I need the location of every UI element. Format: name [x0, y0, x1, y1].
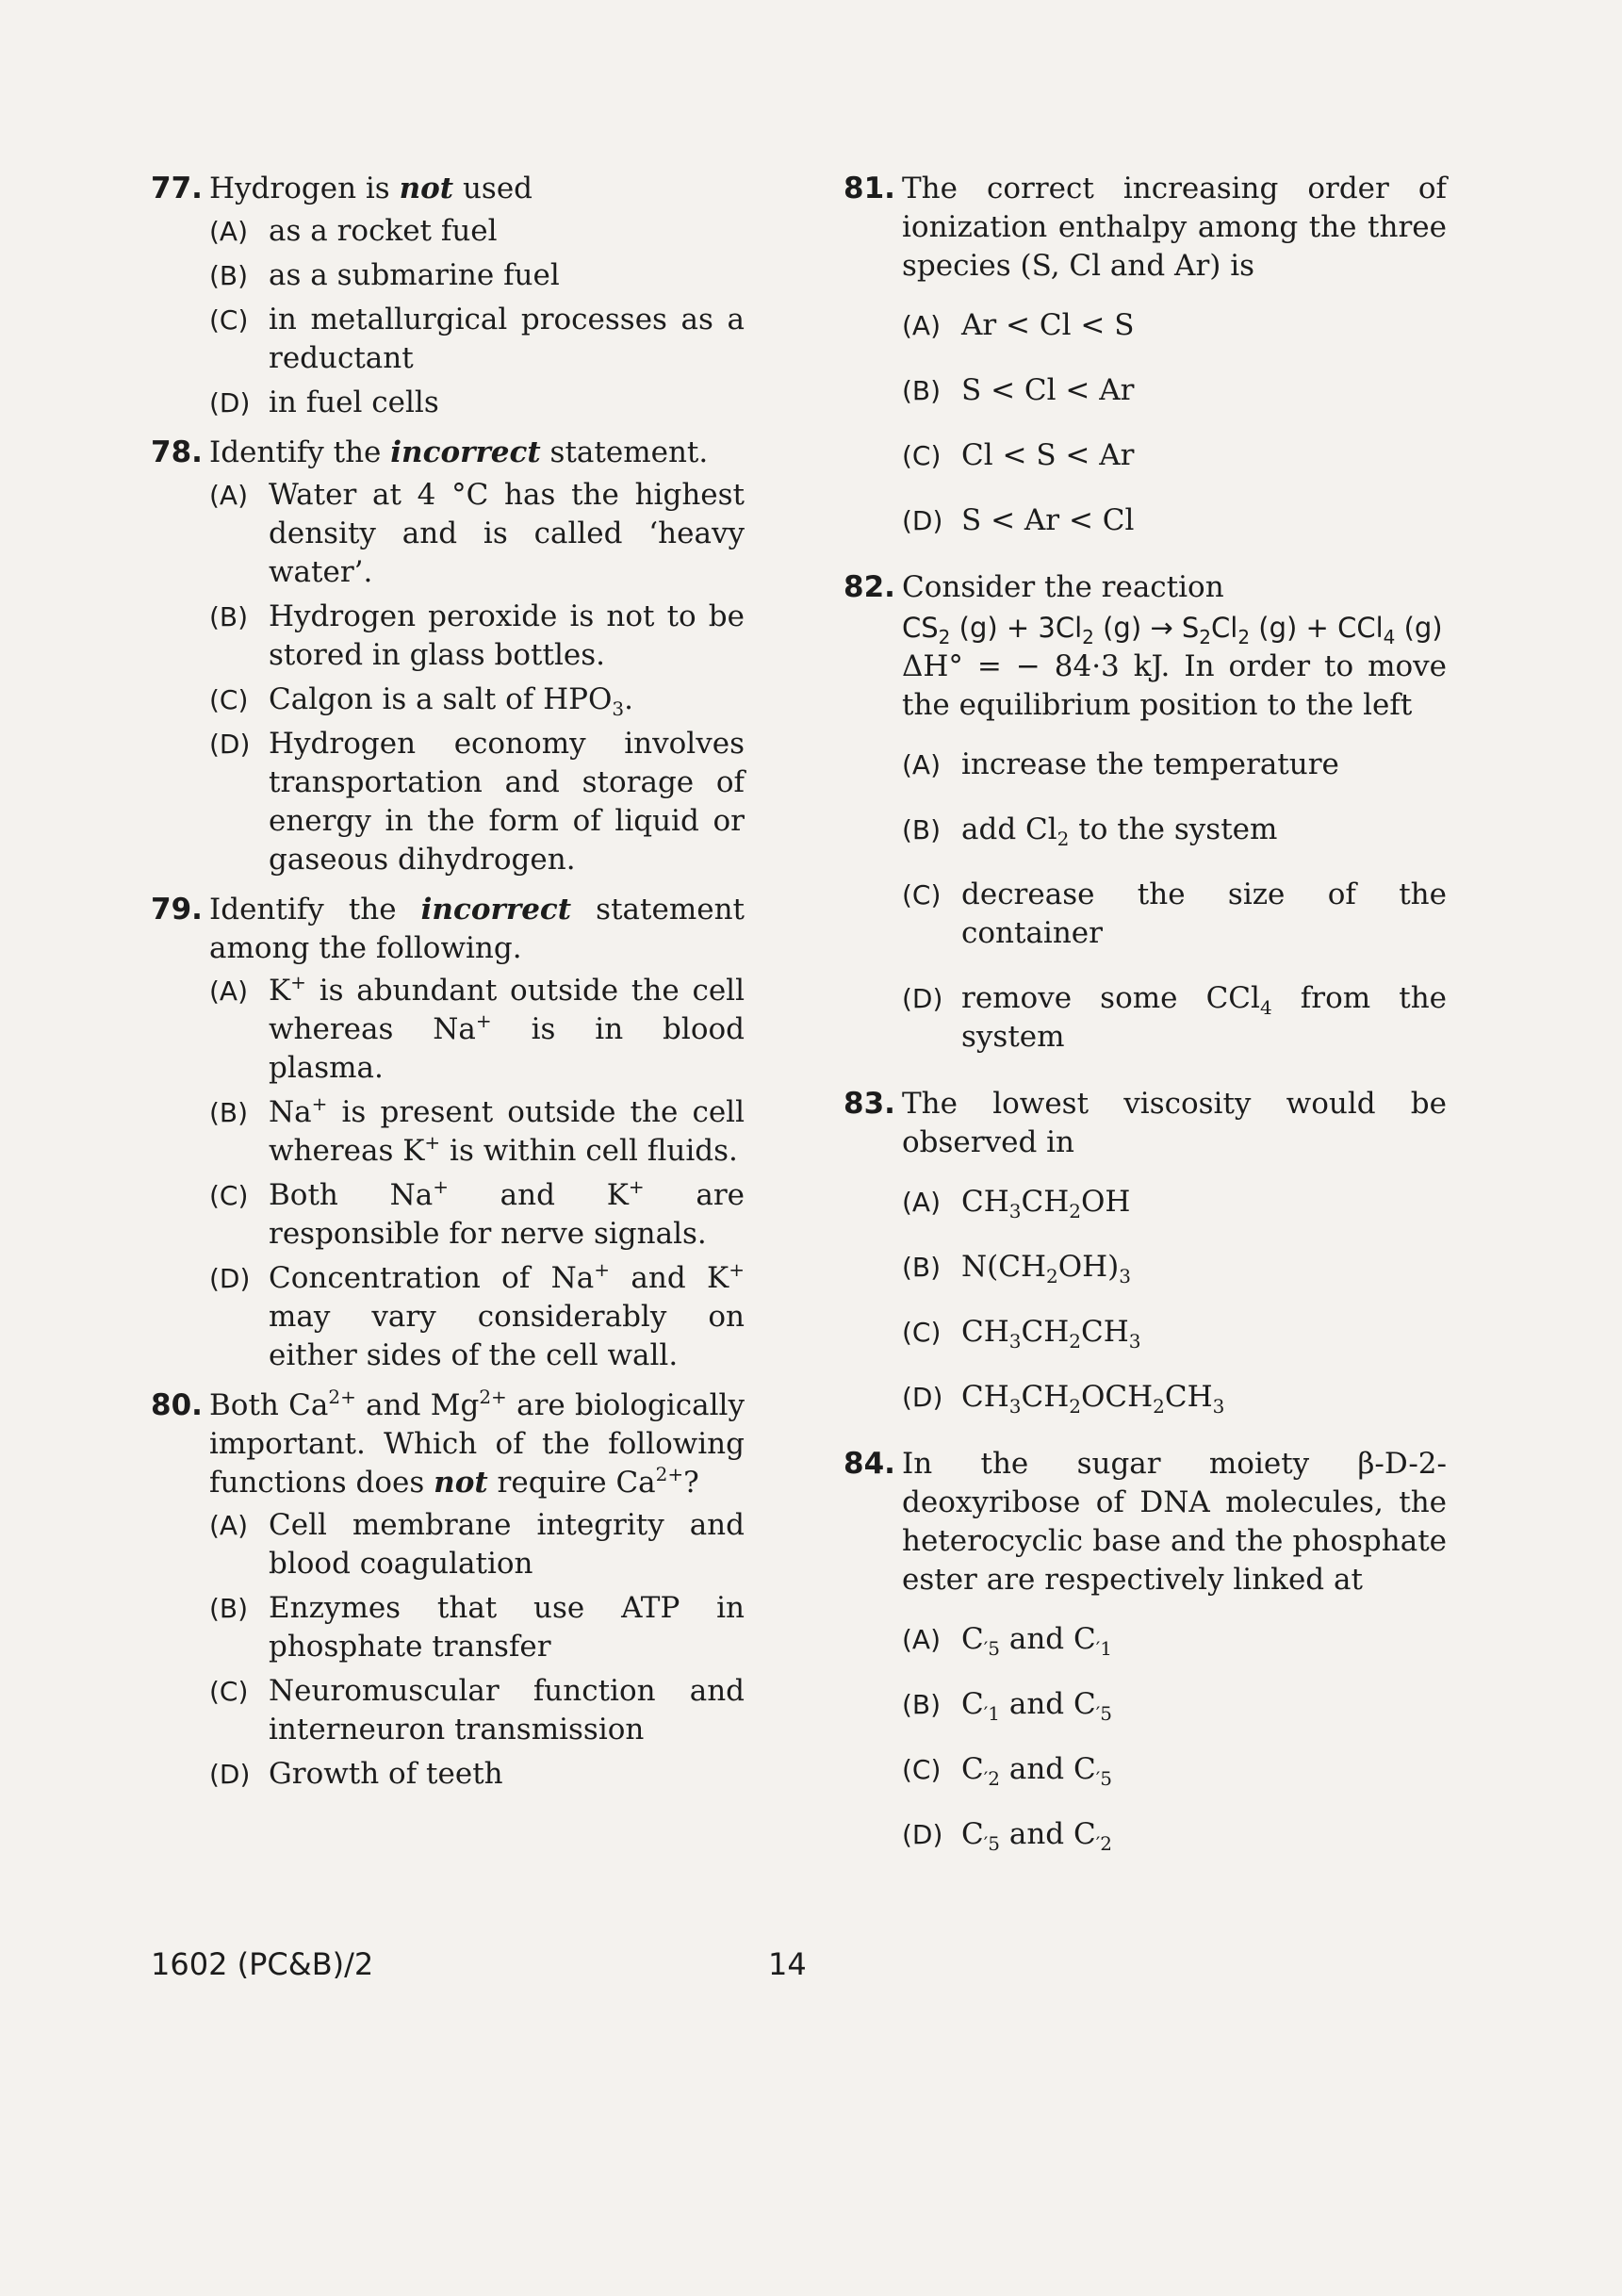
question-number: 81.	[844, 172, 895, 205]
booklet-code: 1602 (PC&B)/2	[151, 1946, 374, 1982]
reaction-equation: $CS_2$ $(g) + 3Cl_2$ $(g) \to S_2Cl_2$ (g) + CCl$_4$ (g)	[902, 612, 1443, 648]
option-c: (C) decrease the size of the container	[902, 877, 1447, 950]
option-c: (C) in metallurgical processes as a reductant	[209, 303, 745, 375]
question-number: 80.	[151, 1388, 203, 1422]
question-80	[151, 1386, 745, 1794]
left-column	[151, 170, 745, 1805]
question-number: 78.	[151, 435, 203, 469]
question-81	[844, 170, 1447, 540]
option-d: (D) in fuel cells	[209, 385, 439, 419]
option-d: (D) $C_{'5}$ and $C_{'2}$	[902, 1817, 1112, 1855]
question-text: The correct increasing order of ionization enthalpy among the three species (S, Cl and Ar) is	[902, 172, 1447, 283]
option-a: (A) Ar < Cl < S	[902, 308, 1135, 342]
question-text: Identify the incorrect statement among the following.	[209, 893, 745, 965]
option-d: (D) S < Ar < Cl	[902, 503, 1135, 537]
question-84	[844, 1445, 1447, 1854]
option-a: (A) $C_{'5}$ and $C_{'1}$	[902, 1622, 1112, 1660]
option-d: (D) Hydrogen economy involves transportation and storage of energy in the form of liquid or gaseous dihydrogen.	[209, 727, 745, 877]
option-a: (A) $CH_3CH_2OH$	[902, 1185, 1131, 1222]
question-text: Identify the incorrect statement.	[209, 435, 709, 469]
question-text: Consider the reaction	[902, 570, 1224, 604]
option-c: (C) Cl < S < Ar	[902, 438, 1135, 472]
question-82	[844, 568, 1447, 1057]
option-a: (A) as a rocket fuel	[209, 214, 498, 248]
question-number: 84.	[844, 1447, 895, 1481]
question-number: 79.	[151, 893, 203, 927]
question-number: 83.	[844, 1087, 895, 1121]
question-text: Both $Ca^{2+}$ and $Mg^{2+}$ are biologically important. Which of the following functions does not require $Ca^{2+}$?	[209, 1386, 745, 1500]
option-b: (B) $N(CH_2OH)_3$	[902, 1250, 1131, 1287]
option-c: (C) Both Na+ and K+ are responsible for nerve signals.	[209, 1175, 745, 1251]
option-c: (C) $C_{'2}$ and $C_{'5}$	[902, 1752, 1112, 1790]
option-b: (B) $C_{'1}$ and $C_{'5}$	[902, 1687, 1112, 1725]
option-b: (B) Enzymes that use ATP in phosphate transfer	[209, 1591, 745, 1664]
page-number: 14	[768, 1946, 807, 1982]
option-b: (B) Hydrogen peroxide is not to be stored in glass bottles.	[209, 599, 745, 672]
question-83	[844, 1085, 1447, 1417]
question-79	[151, 891, 745, 1375]
question-text: In the sugar moiety β-D-2-deoxyribose of DNA molecules, the heterocyclic base and the phosphate ester are respectively linked at	[902, 1447, 1447, 1597]
option-b: (B) add $Cl_2$ to the system	[902, 812, 1278, 850]
option-b: (B) S < Cl < Ar	[902, 373, 1135, 407]
option-c: (C) Calgon is a salt of $HPO_3$.	[209, 682, 633, 720]
option-b: (B) as a submarine fuel	[209, 258, 560, 292]
question-78	[151, 434, 745, 879]
option-d: (D) $CH_3CH_2OCH_2CH_3$	[902, 1380, 1225, 1418]
option-d: (D) remove some CCl$_4$ from the system	[902, 981, 1447, 1054]
option-c: (C) $CH_3CH_2CH_3$	[902, 1315, 1141, 1353]
option-d: (D) Concentration of Na+ and K+ may vary considerably on either sides of the cell wall.	[209, 1258, 745, 1372]
option-c: (C) Neuromuscular function and interneuron transmission	[209, 1674, 745, 1747]
question-text: The lowest viscosity would be observed in	[902, 1087, 1447, 1159]
option-a: (A) K+ is abundant outside the cell whereas Na+ is in blood plasma.	[209, 971, 745, 1085]
right-column	[844, 170, 1447, 1865]
option-a: (A) increase the temperature	[902, 747, 1339, 781]
option-a: (A) Cell membrane integrity and blood coagulation	[209, 1508, 745, 1581]
question-text: Hydrogen is not used	[209, 172, 533, 205]
option-b: (B) Na+ is present outside the cell whereas K+ is within cell fluids.	[209, 1092, 745, 1168]
question-number: 77.	[151, 172, 203, 205]
question-number: 82.	[844, 570, 895, 604]
question-text-continued: ΔH° = − 84·3 kJ. In order to move the equilibrium position to the left	[902, 649, 1447, 722]
option-a: (A) Water at 4 °C has the highest density and is called ‘heavy water’.	[209, 478, 745, 589]
question-77	[151, 170, 745, 422]
option-d: (D) Growth of teeth	[209, 1757, 503, 1791]
